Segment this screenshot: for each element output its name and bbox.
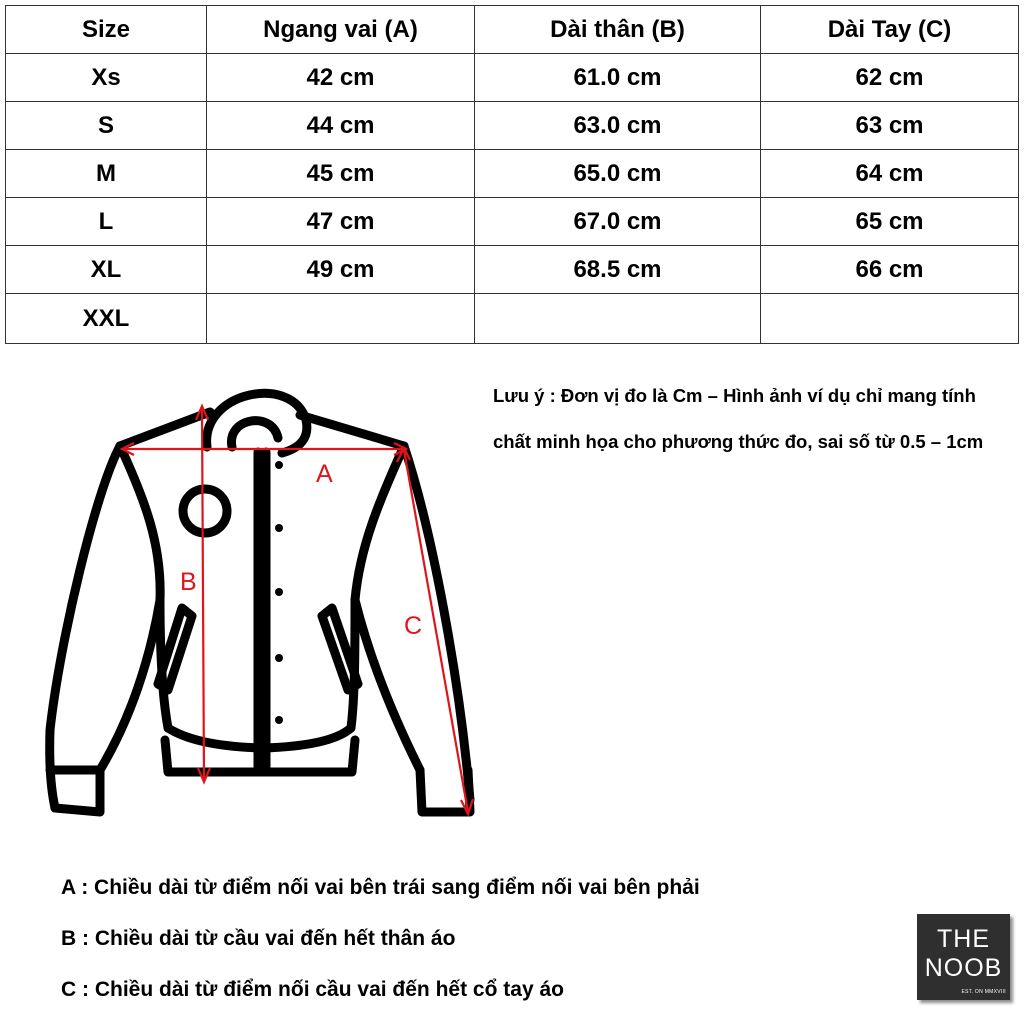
label-c: C — [404, 612, 423, 640]
header-shoulder-width: Ngang vai (A) — [207, 6, 475, 54]
header-size: Size — [6, 6, 207, 54]
size-table — [5, 5, 1019, 344]
jacket-buttons — [275, 461, 283, 724]
cell-sleeve: 66 cm — [761, 246, 1019, 294]
cell-shoulder: 42 cm — [207, 54, 475, 102]
cell-size: M — [6, 150, 207, 198]
table-header-row — [6, 6, 1019, 54]
cell-sleeve: 63 cm — [761, 102, 1019, 150]
label-a: A — [316, 460, 333, 488]
cell-body: 67.0 cm — [475, 198, 761, 246]
cell-size: S — [6, 102, 207, 150]
header-sleeve-length: Dài Tay (C) — [761, 6, 1019, 54]
cell-shoulder: 44 cm — [207, 102, 475, 150]
table-row — [6, 150, 1019, 198]
legend-a: A : Chiều dài từ điểm nối vai bên trái sang điểm nối vai bên phải — [61, 876, 700, 899]
cell-body: 68.5 cm — [475, 246, 761, 294]
cell-size: XXL — [6, 294, 207, 344]
measurement-legend — [61, 862, 861, 1015]
cell-sleeve: 62 cm — [761, 54, 1019, 102]
cell-sleeve: 65 cm — [761, 198, 1019, 246]
cell-size: L — [6, 198, 207, 246]
cell-size: XL — [6, 246, 207, 294]
jacket-measurement-diagram — [30, 360, 490, 840]
cell-sleeve: 64 cm — [761, 150, 1019, 198]
table-row — [6, 54, 1019, 102]
label-b: B — [180, 568, 197, 596]
cell-size: Xs — [6, 54, 207, 102]
cell-body — [475, 294, 761, 344]
measurement-note: Lưu ý : Đơn vị đo là Cm – Hình ảnh ví dụ chỉ mang tính chất minh họa cho phương thức đo, sai số từ 0.5 – 1cm — [493, 385, 984, 452]
legend-c: C : Chiều dài từ điểm nối cầu vai đến hết cổ tay áo — [61, 978, 564, 1001]
table-row — [6, 246, 1019, 294]
table-row — [6, 102, 1019, 150]
table-row — [6, 294, 1019, 344]
cell-shoulder: 47 cm — [207, 198, 475, 246]
logo-line-1: THE — [937, 925, 990, 953]
brand-logo — [917, 914, 1010, 1000]
header-body-length: Dài thân (B) — [475, 6, 761, 54]
logo-line-2: NOOB — [924, 954, 1003, 982]
cell-sleeve — [761, 294, 1019, 344]
legend-b: B : Chiều dài từ cầu vai đến hết thân áo — [61, 927, 456, 950]
cell-shoulder — [207, 294, 475, 344]
cell-body: 61.0 cm — [475, 54, 761, 102]
cell-body: 63.0 cm — [475, 102, 761, 150]
logo-tagline: EST. ON MMXVIII — [961, 989, 1006, 995]
cell-body: 65.0 cm — [475, 150, 761, 198]
cell-shoulder: 45 cm — [207, 150, 475, 198]
table-row — [6, 198, 1019, 246]
cell-shoulder: 49 cm — [207, 246, 475, 294]
measure-lines — [122, 406, 473, 814]
